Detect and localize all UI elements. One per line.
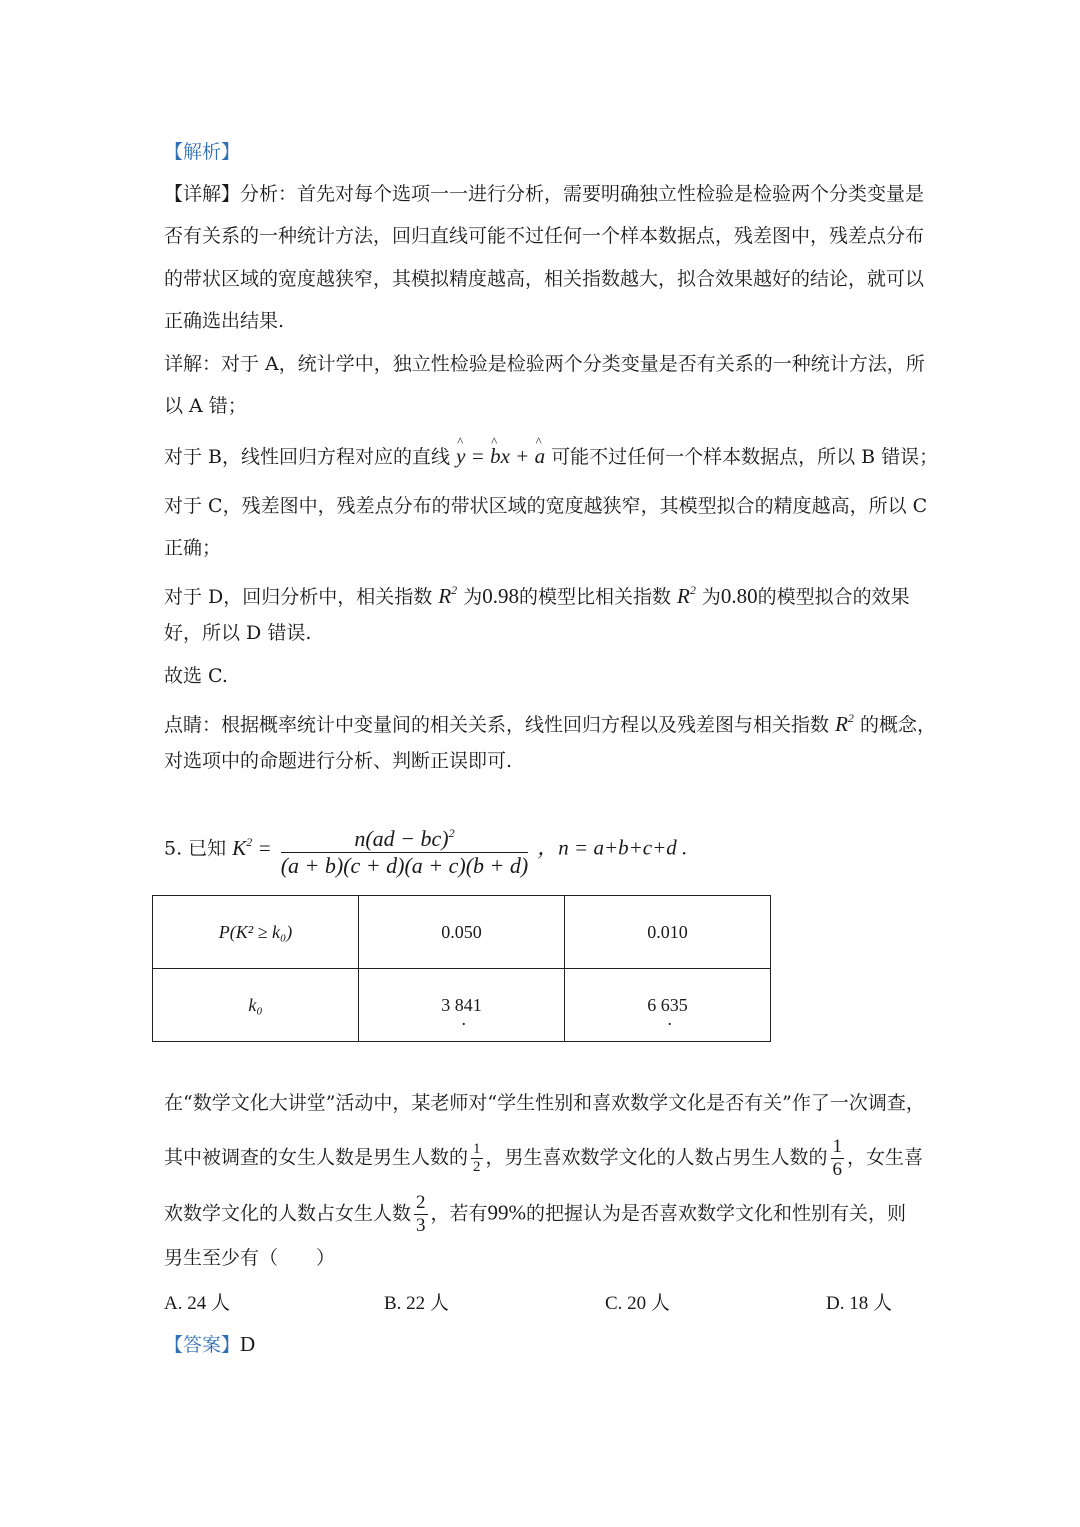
question-body-line-2: 其中被调查的女生人数是男生人数的 $\frac{1}{2}$ ，男生喜欢数学文化的人数占男生人数的 $\frac{1}{6}$ ，女生喜 (164, 1136, 924, 1180)
analysis-tag: 【解析】 (164, 141, 241, 163)
table-cell: 3 841 . (359, 969, 565, 1042)
table-header-cell: P(K² ≥ k₀) (153, 896, 359, 969)
analysis-para-2: 详解：对于 A，统计学中，独立性检验是检验两个分类变量是否有关系的一种统计方法，所 (164, 353, 925, 375)
analysis-para-1-line-3: 的带状区域的宽度越狭窄，其模拟精度越高，相关指数越大，拟合效果越好的结论，就可以 (164, 268, 925, 290)
fraction-one-sixth: $\frac{1}{6}$ (832, 1136, 843, 1180)
question-formula-line: 5. 已知 $K^2$ = $\frac{n(ad - bc)^2}{(a + b)(c + d)(a + c)(b + d)}$ ，n = a+b+c+d . (164, 820, 687, 879)
k-squared-formula: $\frac{n(ad - bc)^2}{(a + b)(c + d)(a + c)(b + d)}$ (281, 820, 529, 879)
analysis-para-5: 对于 D，回归分析中，相关指数 $R^2$ 为0.98的模型比相关指数 $R^2$ 为0.80的模型拟合的效果 (164, 583, 910, 608)
remark-line-2: 对选项中的命题进行分析、判断正误即可. (164, 750, 513, 772)
question-body-line-1: 在“数学文化大讲堂”活动中，某老师对“学生性别和喜欢数学文化是否有关”作了一次调查， (164, 1092, 925, 1114)
question-body-line-4: 男生至少有（ ） (164, 1247, 336, 1269)
n-definition: ，n = a+b+c+d . (537, 835, 688, 860)
option-b: B. 22 人 (384, 1293, 449, 1314)
analysis-para-1-line-2: 否有关系的一种统计方法，回归直线可能不过任何一个样本数据点，残差图中，残差点分布 (164, 225, 925, 247)
analysis-para-4: 对于 C，残差图中，残差点分布的带状区域的宽度越狭窄，其模型拟合的精度越高，所以 C (164, 495, 928, 517)
table-header-cell: 0.050 (359, 896, 565, 969)
r-squared-symbol: $R^2$ (438, 583, 458, 608)
regression-equation: ^ y = ^ bx + ^ a (456, 444, 545, 468)
table-header-cell: 0.010 (565, 896, 771, 969)
table-cell: 6 635 . (565, 969, 771, 1042)
analysis-para-2-line-2: 以 A 错； (164, 395, 247, 417)
analysis-para-3: 对于 B，线性回归方程对应的直线 ^ y = ^ bx + ^ a 可能不过任何一个样本数据点，所以 B 错误； (164, 442, 938, 471)
option-d: D. 18 人 (826, 1293, 892, 1314)
analysis-para-4-line-2: 正确； (164, 537, 222, 559)
remark-line: 点睛：根据概率统计中变量间的相关关系，线性回归方程以及残差图与相关指数 $R^2$ 的概念， (164, 711, 936, 736)
option-c: C. 20 人 (605, 1293, 670, 1314)
fraction-one-half: $\frac{1}{2}$ (473, 1141, 481, 1175)
fraction-two-thirds: $\frac{2}{3}$ (416, 1192, 426, 1236)
detail-tag: 【详解】 (164, 183, 241, 205)
analysis-para-1: 【详解】分析：首先对每个选项一一进行分析，需要明确独立性检验是检验两个分类变量是 (164, 183, 925, 205)
question-body-line-3: 欢数学文化的人数占女生人数 $\frac{2}{3}$ ，若有99%的把握认为是否喜欢数学文化和性别有关，则 (164, 1192, 907, 1236)
option-a: A. 24 人 (164, 1293, 230, 1314)
analysis-para-1-line-4: 正确选出结果. (164, 310, 285, 332)
analysis-para-5-line-2: 好，所以 D 错误. (164, 622, 312, 644)
answer-value: D (240, 1332, 256, 1356)
answer-tag: 【答案】 (164, 1334, 241, 1356)
answer-line (164, 1330, 255, 1359)
critical-value-table (152, 895, 771, 1042)
choice-line: 故选 C. (164, 665, 228, 687)
table-cell: k₀ (153, 969, 359, 1042)
